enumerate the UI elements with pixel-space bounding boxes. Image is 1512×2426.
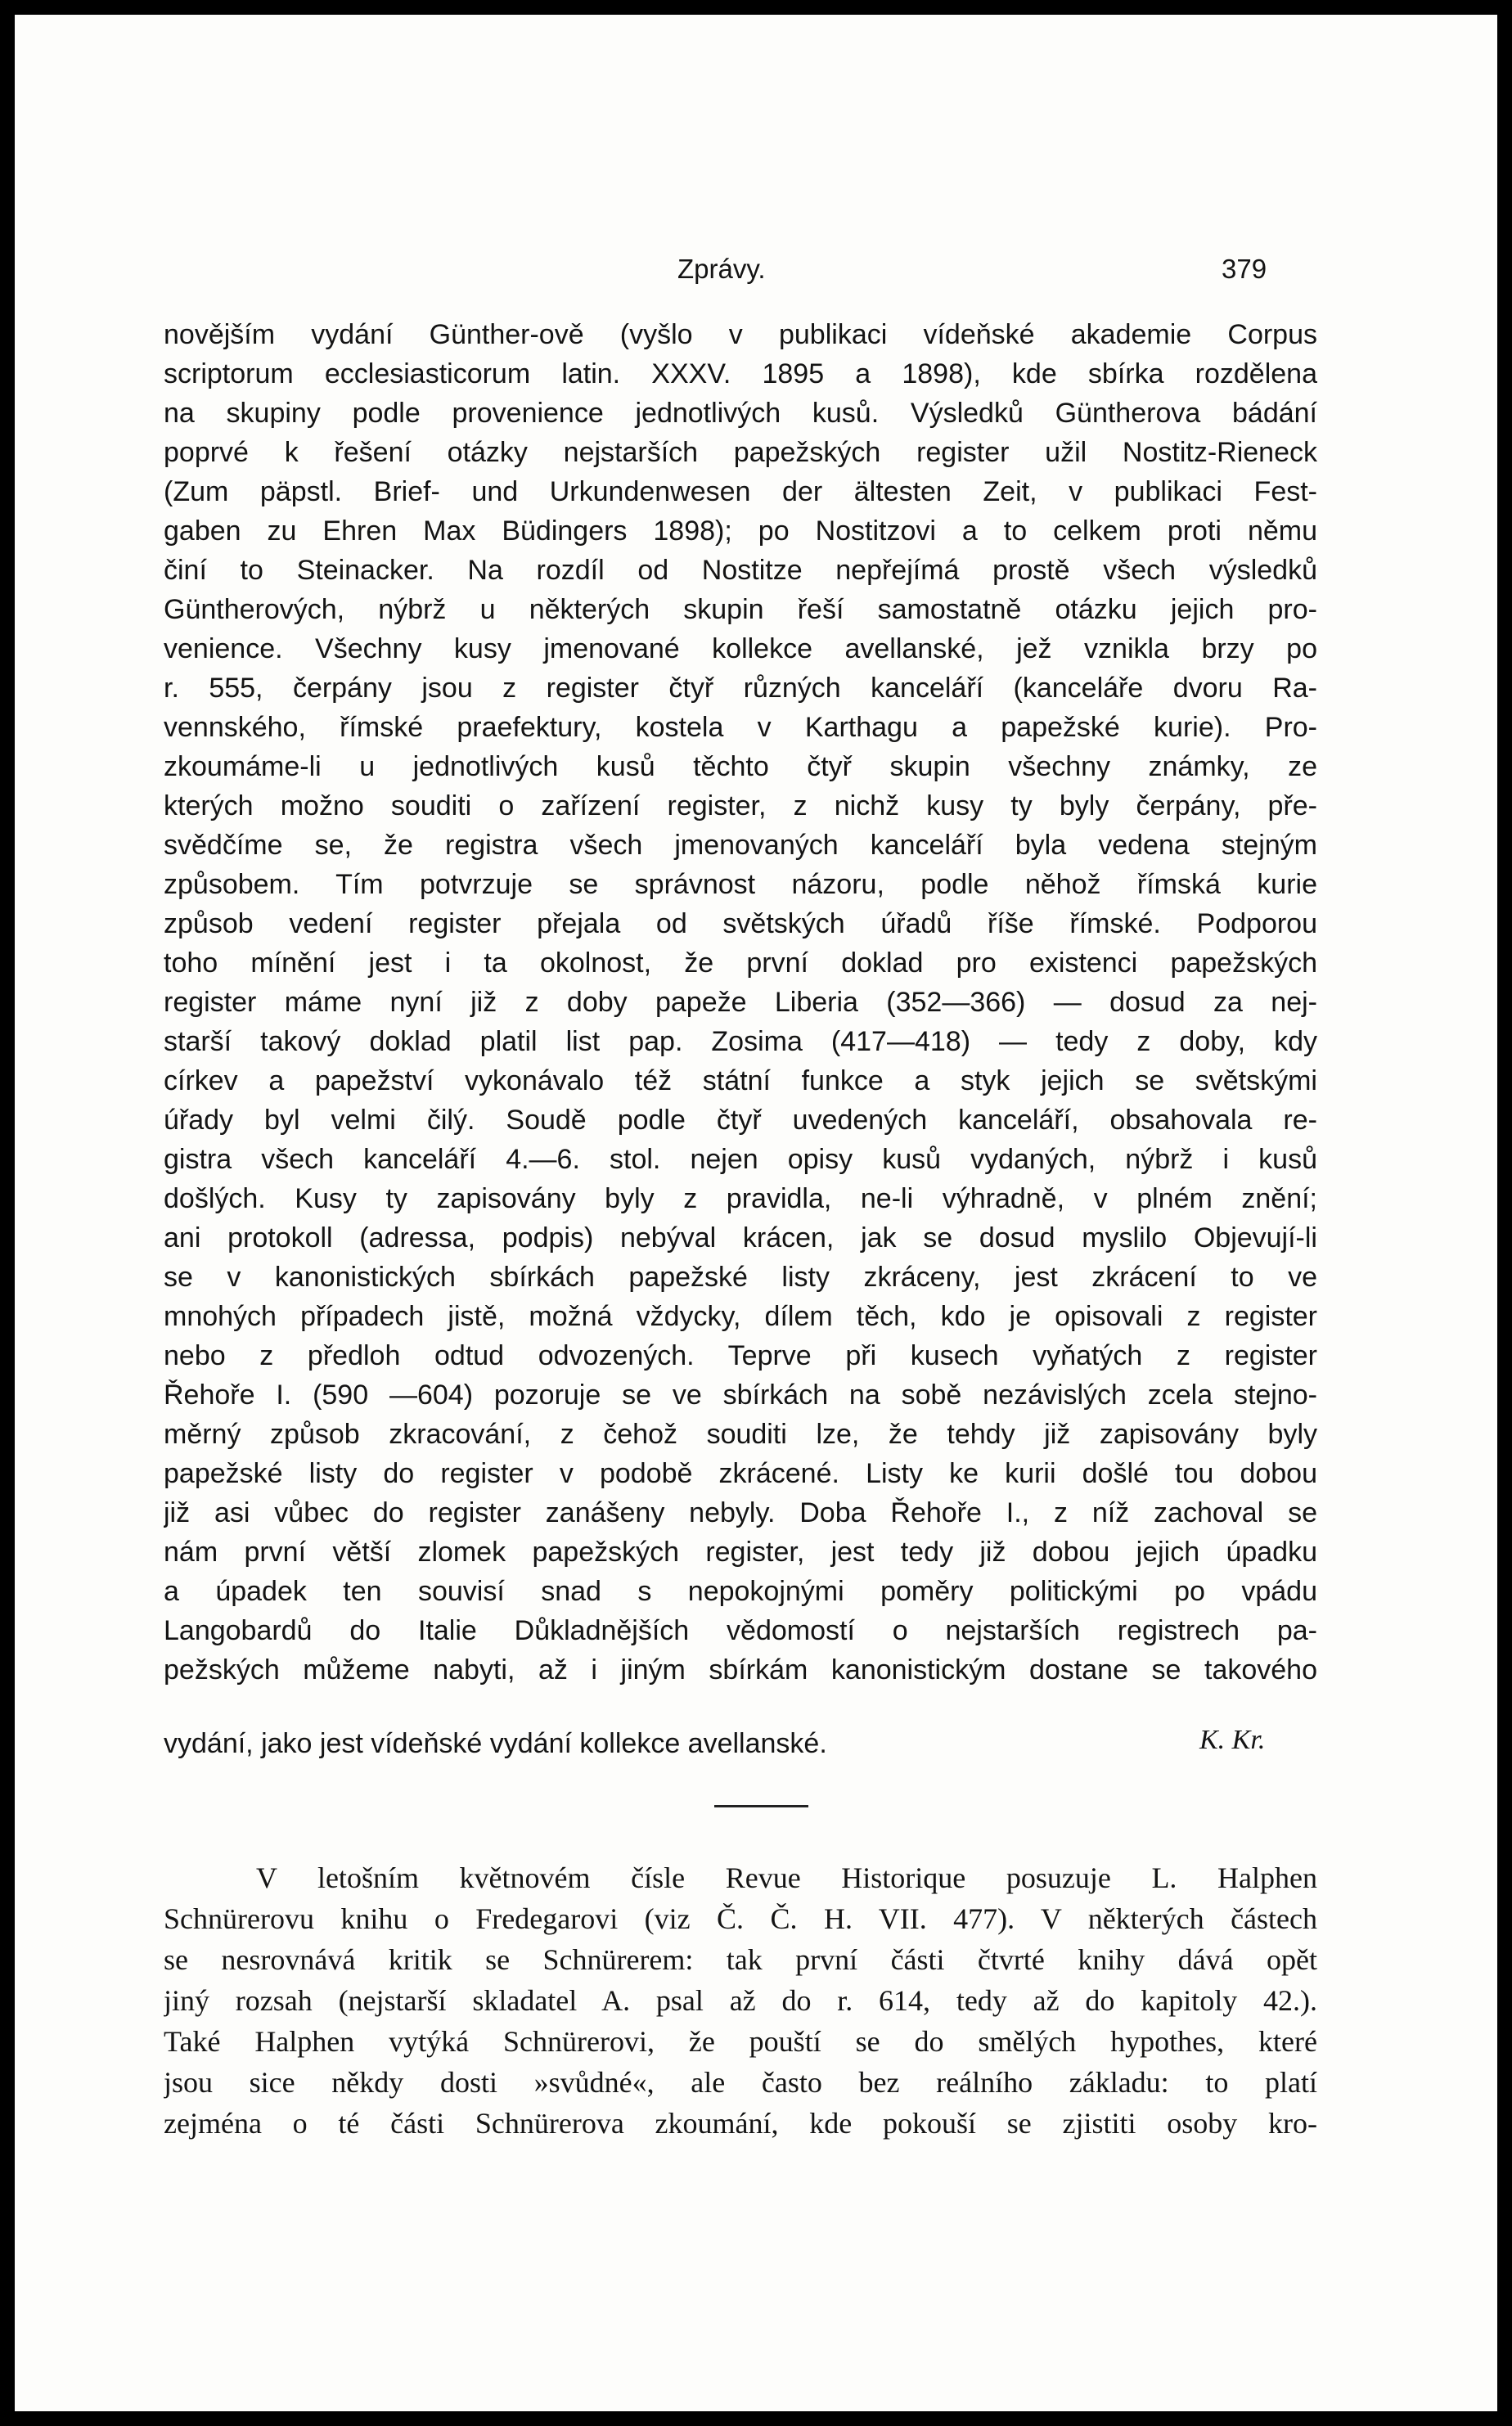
text-line: se v kanonistických sbírkách papežské listy zkráceny, jest zkrácení to ve bbox=[164, 1262, 1317, 1293]
text-line: Řehoře I. (590 —604) pozoruje se ve sbírkách na sobě nezávislých zcela stejno- bbox=[164, 1380, 1317, 1411]
text-line: Güntherových, nýbrž u některých skupin řeší samostatně otázku jejich pro- bbox=[164, 594, 1317, 625]
text-line: novějším vydání Günther-ově (vyšlo v publikaci vídeňské akademie Corpus bbox=[164, 319, 1317, 350]
text-line: Také Halphen vytýká Schnürerovi, že pouští se do smělých hypothes, které bbox=[164, 2025, 1317, 2058]
text-line: mnohých případech jistě, možná vždycky, dílem těch, kdo je opisovali z register bbox=[164, 1301, 1317, 1332]
text-line: církev a papežství vykonávalo též státní funkce a styk jejich se světskými bbox=[164, 1065, 1317, 1096]
text-line: gistra všech kanceláří 4.—6. stol. nejen opisy kusů vydaných, nýbrž i kusů bbox=[164, 1144, 1317, 1175]
text-line: došlých. Kusy ty zapisovány byly z pravidla, ne-li výhradně, v plném znění; bbox=[164, 1183, 1317, 1214]
text-line: činí to Steinacker. Na rozdíl od Nostitze nepřejímá prostě všech výsledků bbox=[164, 555, 1317, 586]
text-line: scriptorum ecclesiasticorum latin. XXXV. 1895 a 1898), kde sbírka rozdělena bbox=[164, 358, 1317, 389]
text-line: se nesrovnává kritik se Schnürerem: tak první části čtvrté knihy dává opět bbox=[164, 1943, 1317, 1976]
text-line: na skupiny podle provenience jednotlivých kusů. Výsledků Güntherova bádání bbox=[164, 398, 1317, 429]
text-line: r. 555, čerpány jsou z register čtyř různých kanceláří (kanceláře dvoru Ra- bbox=[164, 673, 1317, 704]
text-line: V letošním květnovém čísle Revue Historique posuzuje L. Halphen bbox=[256, 1861, 1317, 1894]
text-line: venience. Všechny kusy jmenované kollekce avellanské, jež vznikla brzy po bbox=[164, 633, 1317, 664]
text-line: ani protokoll (adressa, podpis) nebýval krácen, jak se dosud myslilo Objevují-li bbox=[164, 1222, 1317, 1254]
running-title: Zprávy. bbox=[677, 254, 766, 284]
text-line: pežských můžeme nabyti, až i jiným sbírkám kanonistickým dostane se takového bbox=[164, 1654, 1317, 1686]
text-line: způsobem. Tím potvrzuje se správnost názoru, podle něhož římská kurie bbox=[164, 869, 1317, 900]
text-line: svědčíme se, že registra všech jmenovaných kanceláří byla vedena stejným bbox=[164, 830, 1317, 861]
text-line: Schnürerovu knihu o Fredegarovi (viz Č. Č. H. VII. 477). V některých částech bbox=[164, 1902, 1317, 1935]
text-line: register máme nyní již z doby papeže Liberia (352—366) — dosud za nej- bbox=[164, 987, 1317, 1018]
text-line: již asi vůbec do register zanášeny nebyly. Doba Řehoře I., z níž zachoval se bbox=[164, 1497, 1317, 1528]
text-line: starší takový doklad platil list pap. Zosima (417—418) — tedy z doby, kdy bbox=[164, 1026, 1317, 1057]
text-line: vydání, jako jest vídeňské vydání kollekce avellanské. bbox=[164, 1728, 827, 1759]
text-line: poprvé k řešení otázky nejstarších papežských register užil Nostitz-Rieneck bbox=[164, 437, 1317, 468]
text-line: jsou sice někdy dosti »svůdné«, ale často bez reálního základu: to platí bbox=[164, 2066, 1317, 2099]
text-line: Langobardů do Italie Důkladnějších vědomostí o nejstarších registrech pa- bbox=[164, 1615, 1317, 1646]
text-line: vennského, římské praefektury, kostela v Karthagu a papežské kurie). Pro- bbox=[164, 712, 1317, 743]
text-line: nebo z předloh odtud odvozených. Teprve při kusech vyňatých z register bbox=[164, 1340, 1317, 1371]
text-line: a úpadek ten souvisí snad s nepokojnými poměry politickými po vpádu bbox=[164, 1576, 1317, 1607]
text-line: gaben zu Ehren Max Büdingers 1898); po Nostitzovi a to celkem proti němu bbox=[164, 515, 1317, 547]
text-line: toho mínění jest i ta okolnost, že první doklad pro existenci papežských bbox=[164, 947, 1317, 979]
text-line: zejména o té části Schnürerova zkoumání, kde pokouší se zjistiti osoby kro- bbox=[164, 2107, 1317, 2140]
page-header bbox=[15, 254, 1497, 290]
text-line: úřady byl velmi čilý. Soudě podle čtyř uvedených kanceláří, obsahovala re- bbox=[164, 1105, 1317, 1136]
text-line: (Zum päpstl. Brief- und Urkundenwesen der ältesten Zeit, v publikaci Fest- bbox=[164, 476, 1317, 507]
document-page bbox=[15, 15, 1497, 2411]
text-line: měrný způsob zkracování, z čehož souditi lze, že tehdy již zapisovány byly bbox=[164, 1419, 1317, 1450]
text-line: papežské listy do register v podobě zkrácené. Listy ke kurii došlé tou dobou bbox=[164, 1458, 1317, 1489]
author-signature: K. Kr. bbox=[1199, 1725, 1266, 1755]
text-line: nám první větší zlomek papežských register, jest tedy již dobou jejich úpadku bbox=[164, 1537, 1317, 1568]
text-line: jiný rozsah (nejstarší skladatel A. psal až do r. 614, tedy až do kapitoly 42.). bbox=[164, 1984, 1317, 2017]
text-line: způsob vedení register přejala od světských úřadů říše římské. Podporou bbox=[164, 908, 1317, 939]
text-line: zkoumáme-li u jednotlivých kusů těchto čtyř skupin všechny známky, ze bbox=[164, 751, 1317, 782]
page-number: 379 bbox=[1222, 254, 1267, 284]
section-divider bbox=[714, 1805, 808, 1807]
text-line: kterých možno souditi o zařízení register, z nichž kusy ty byly čerpány, pře- bbox=[164, 790, 1317, 821]
